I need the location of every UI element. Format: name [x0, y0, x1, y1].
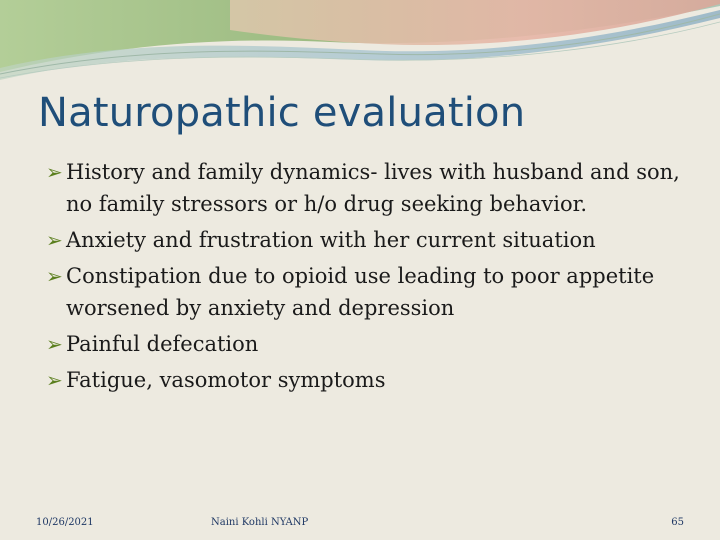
bullet-list	[46, 156, 706, 400]
slide-title: Naturopathic evaluation	[38, 90, 526, 136]
footer-author: Naini Kohli NYANP	[211, 517, 309, 528]
header-wave-decoration	[0, 0, 720, 100]
bullet-text: History and family dynamics- lives with husband and son, no family stressors or h/o drug seeking behavior.	[66, 160, 680, 216]
arrow-bullet-icon: ➢	[46, 228, 63, 252]
bullet-item	[46, 224, 706, 256]
arrow-bullet-icon: ➢	[46, 160, 63, 184]
arrow-bullet-icon: ➢	[46, 368, 63, 392]
footer-date: 10/26/2021	[36, 517, 94, 528]
bullet-text: Anxiety and frustration with her current situation	[66, 228, 596, 252]
bullet-text: Fatigue, vasomotor symptoms	[66, 368, 386, 392]
bullet-item	[46, 156, 706, 220]
arrow-bullet-icon: ➢	[46, 264, 63, 288]
bullet-item	[46, 328, 706, 360]
bullet-text: Painful defecation	[66, 332, 259, 356]
bullet-item	[46, 364, 706, 396]
arrow-bullet-icon: ➢	[46, 332, 63, 356]
slide-number: 65	[671, 517, 684, 528]
bullet-text: Constipation due to opioid use leading to poor appetite worsened by anxiety and depression	[66, 264, 655, 320]
bullet-item	[46, 260, 706, 324]
